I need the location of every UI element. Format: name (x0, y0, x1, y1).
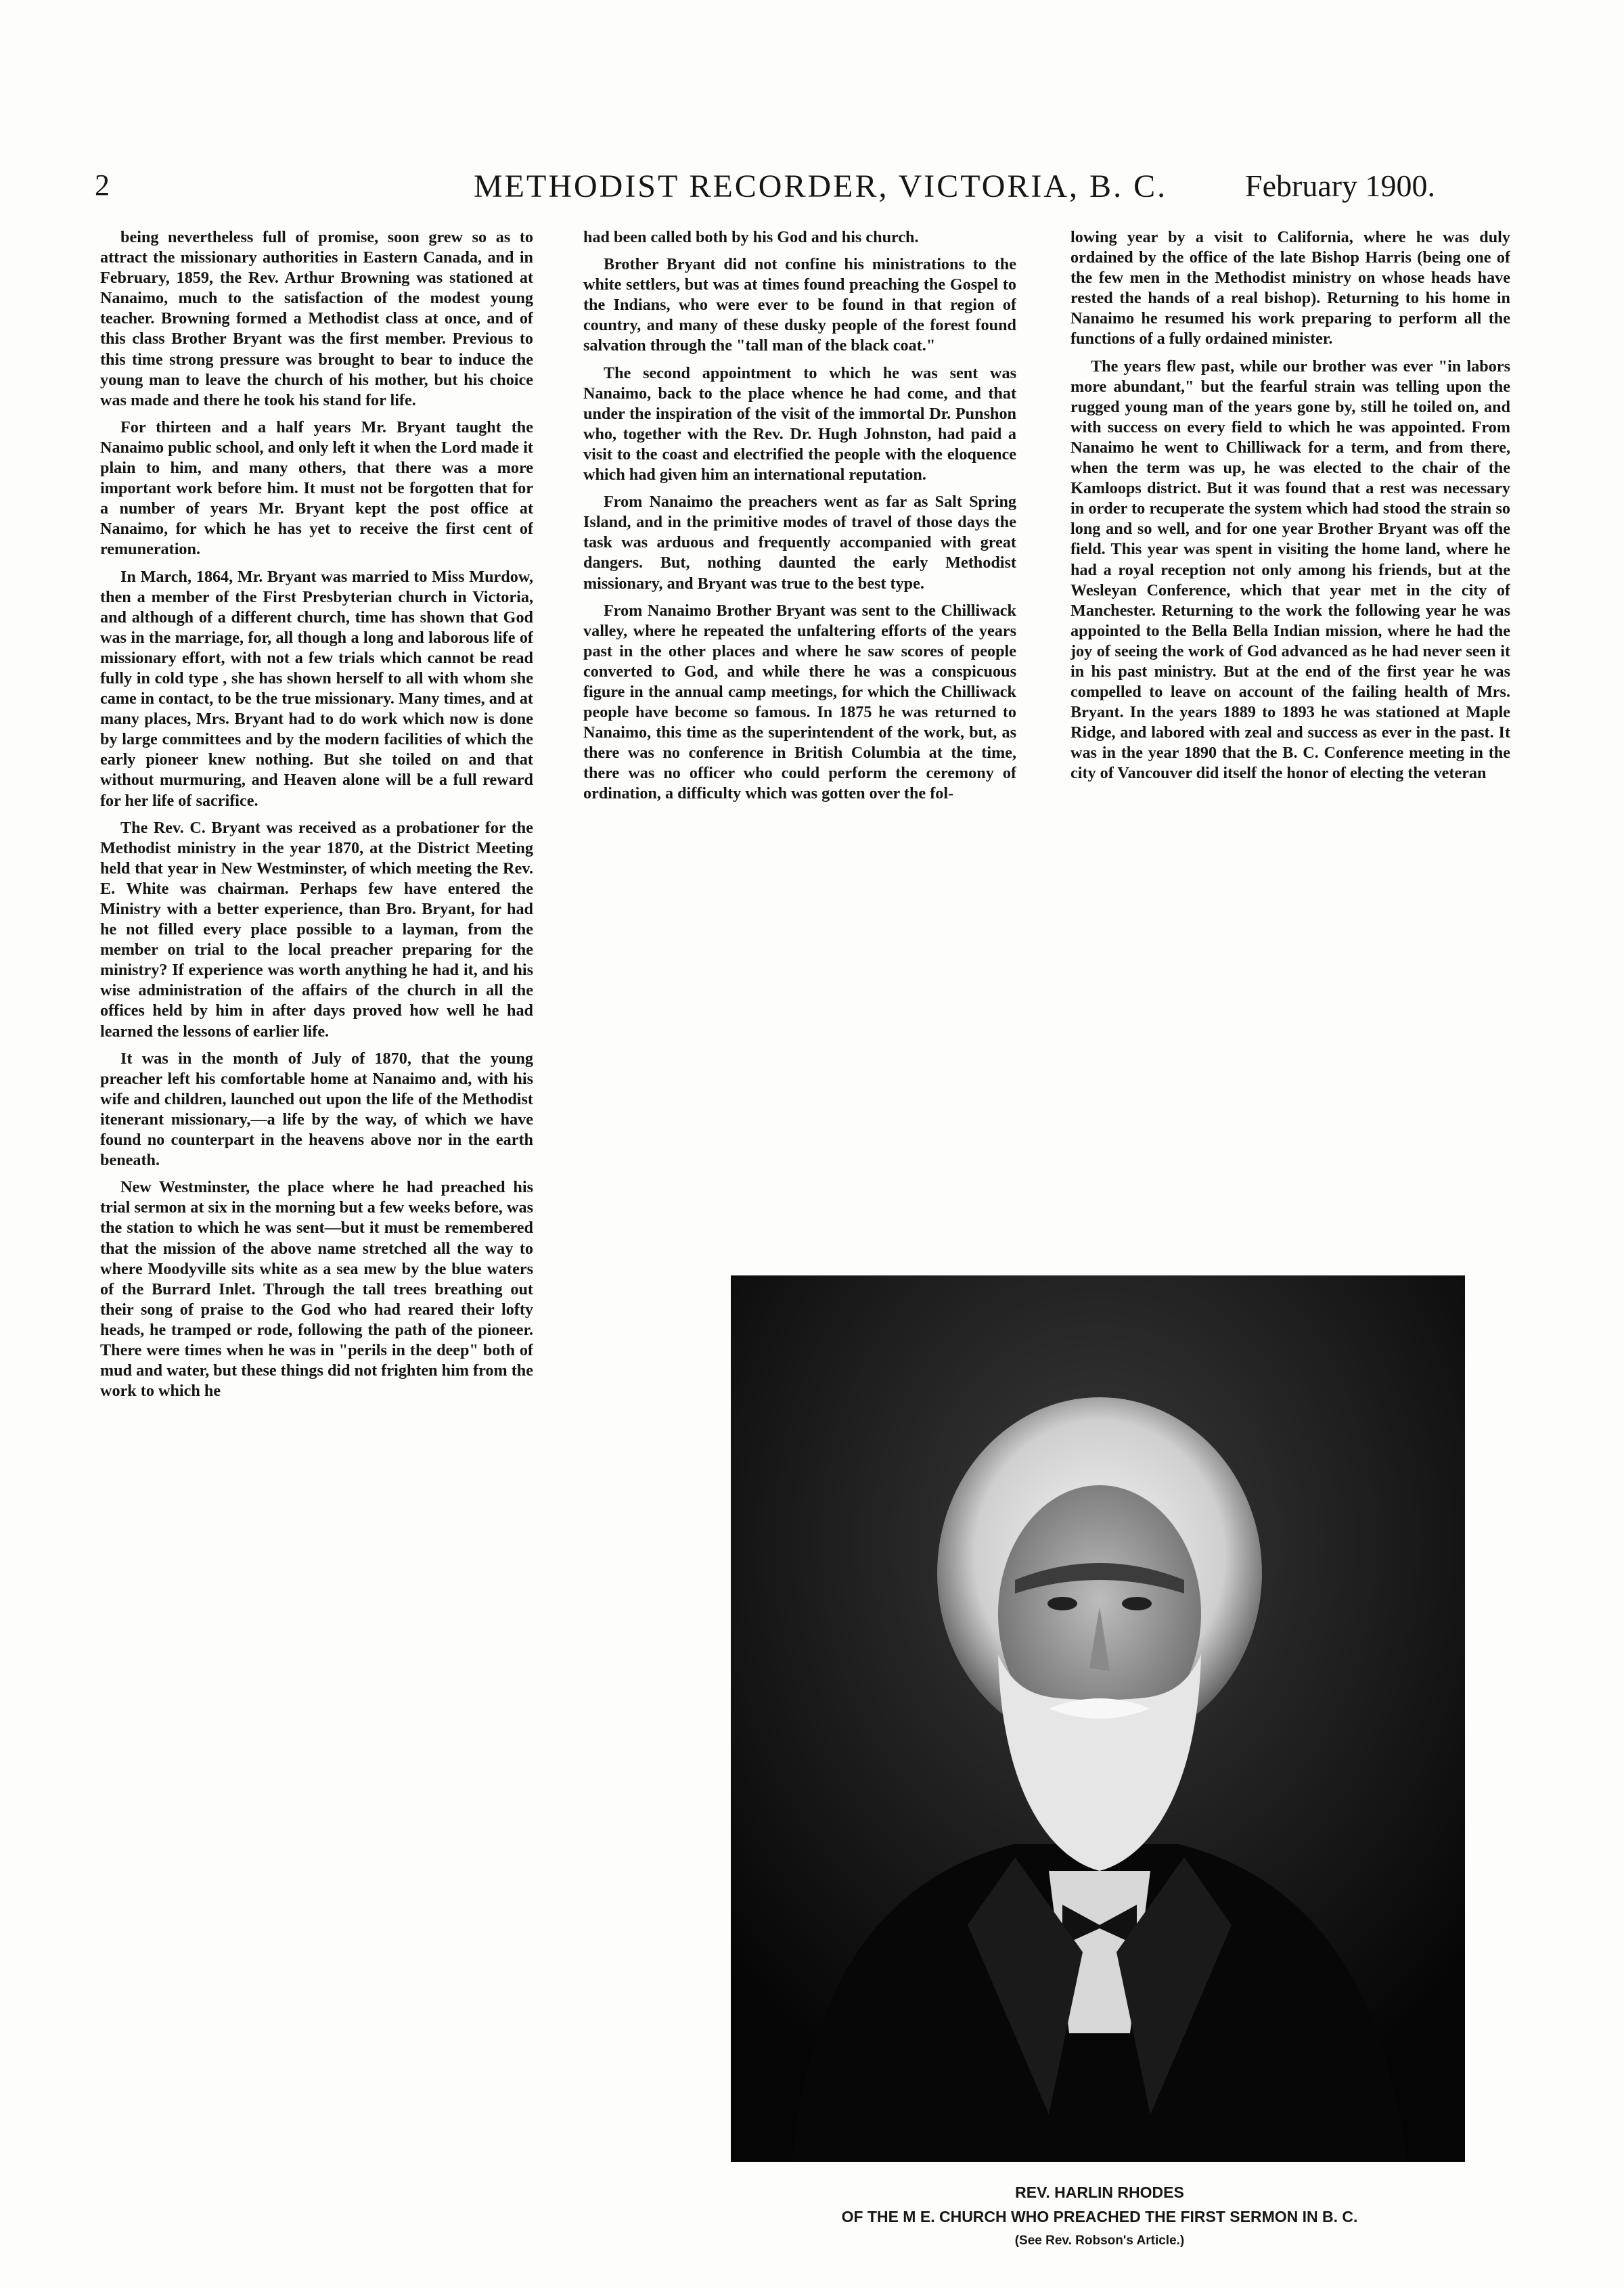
caption-name: REV. HARLIN RHODES (1015, 2183, 1184, 2201)
newspaper-title: METHODIST RECORDER, VICTORIA, B. C. (474, 168, 1168, 204)
paragraph: The years flew past, while our brother was ever "in labors more abundant," but the fearful strain was telling upon the rugged young man of the years gone by, still he toiled on, and with success on every field to which he was appointed. From Nanaimo he went to Chilliwack for a term, and from there, when the term was up, he was elected to the chair of the Kamloops district. But it was found that a rest was necessary in order to recuperate the system which had stood the strain so long and so well, and for one year Brother Bryant was off the field. This year was spent in visiting the home land, where he had a royal reception not only among his friends, but at the Wesleyan Conference, which that year met in the city of Manchester. Returning to the work the following year he was appointed to the Bella Bella Indian mission, where he had the joy of seeing the work of God advanced as he had never seen it in his past ministry. But at the end of the first year he was compelled to leave on account of the failing health of Mrs. Bryant. In the years 1889 to 1893 he was stationed at Maple Ridge, and labored with zeal and success as ever in the past. It was in the year 1890 that the B. C. Conference meeting in the city of Vancouver did itself the honor of electing the veteran (1070, 357, 1510, 783)
article-column-3 (1070, 227, 1510, 1256)
masthead (0, 168, 1624, 215)
caption-description: OF THE M E. CHURCH WHO PREACHED THE FIRST SERMON IN B. C. (841, 2208, 1358, 2225)
paragraph: had been called both by his God and his church. (583, 228, 919, 246)
caption-reference: (See Rev. Robson's Article.) (1014, 2234, 1185, 2248)
paragraph: lowing year by a visit to California, where he was duly ordained by the office of the late Bishop Harris (being one of the few men in the Methodist ministry on whose heads have rested the hands of a real bishop). Returning to his home in Nanaimo he resumed his work preparing to perform all the functions of a fully ordained minister. (1070, 228, 1510, 348)
paragraph: It was in the month of July of 1870, that the young preacher left his comfortable home at Nanaimo and, with his wife and children, launched out upon the life of the Methodist itenerant missionary,—a life by the way, of which we have found no counterpart in the heavens above nor in the earth beneath. (100, 1049, 533, 1170)
paragraph: In March, 1864, Mr. Bryant was married to Miss Murdow, then a member of the First Presbyterian church in Victoria, and although of a different church, time has shown that God was in the marriage, for, all though a long and laborous life of missionary effort, with not a few trials which cannot be read fully in cold type , she has shown herself to all with whom she came in contact, to be the true missionary. Many times, and at many places, Mrs. Bryant had to do work which now is done by large committees and by the modern facilities of which the early pioneer knew nothing. But she toiled on and that without murmuring, and Heaven alone will be a full reward for her life of sacrifice. (100, 567, 533, 810)
page-number: 2 (95, 168, 110, 202)
portrait-illustration (731, 1275, 1465, 2162)
article-column-2 (583, 227, 1016, 985)
paragraph: Brother Bryant did not confine his ministrations to the white settlers, but was at times found preaching the Gospel to the Indians, who were ever to be found in that region of country, and many of these dusky people of the forest found salvation through the "tall man of the black coat." (583, 255, 1016, 355)
paragraph: New Westminster, the place where he had preached his trial sermon at six in the morning but a few weeks before, was the station to which he was sent—but it must be remembered that the mission of the above name stretched all the way to where Moodyville sits white as a sea mew by the blue waters of the Burrard Inlet. Through the tall trees breathing out their song of praise to the God who had reared their lofty heads, he tramped or rode, following the path of the pioneer. There were times when he was in "perils in the deep" both of mud and water, but these things did not frighten him from the work to which he (100, 1178, 533, 1401)
paragraph: The second appointment to which he was sent was Nanaimo, back to the place whence he had come, and that under the inspiration of the visit of the immortal Dr. Punshon who, together with the Rev. Dr. Hugh Johnston, had paid a visit to the coast and electrified the people with the eloquence which had given him an international reputation. (583, 363, 1016, 484)
photo-caption (704, 2180, 1495, 2253)
paragraph: For thirteen and a half years Mr. Bryant taught the Nanaimo public school, and only left it when the Lord made it plain to him, and many others, that there was a more important work before him. It must not be forgotten that for a number of years Mr. Bryant kept the post office at Nanaimo, for which he has yet to receive the first cent of remuneration. (100, 417, 533, 559)
paragraph: being nevertheless full of promise, soon grew so as to attract the missionary authorities in Eastern Canada, and in February, 1859, the Rev. Arthur Browning was stationed at Nanaimo, much to the satisfaction of the modest young teacher. Browning formed a Methodist class at once, and of this class Brother Bryant was the first member. Previous to this time strong pressure was brought to bear to induce the young man to leave the church of his mother, but his choice was made and there he took his stand for life. (100, 228, 533, 409)
paragraph: The Rev. C. Bryant was received as a probationer for the Methodist ministry in the year 1870, at the District Meeting held that year in New Westminster, of which meeting the Rev. E. White was chairman. Perhaps few have entered the Ministry with a better experience, than Bro. Bryant, for had he not filled every place possible to a layman, from the member on trial to the local preacher preparing for the ministry? If experience was worth anything he had it, and his wise administration of the affairs of the church in all the offices held by him in after days proved how well he had learned the lessons of earlier life. (100, 818, 533, 1041)
paragraph: From Nanaimo the preachers went as far as Salt Spring Island, and in the primitive modes of travel of those days the task was arduous and frequently accompanied with great dangers. But, nothing daunted the early Methodist missionary, and Bryant was true to the best type. (583, 493, 1016, 593)
article-column-1 (100, 227, 533, 2203)
portrait-photo (731, 1275, 1465, 2162)
paragraph: From Nanaimo Brother Bryant was sent to the Chilliwack valley, where he repeated the unfaltering efforts of the years past in the other places and where he saw scores of people converted to God, and while there he was a conspicuous figure in the annual camp meetings, for which the Chilliwack people have become so famous. In 1875 he was returned to Nanaimo, this time as the superintendent of the work, but, as there was no conference in British Columbia at the time, there was no officer who could perform the ceremony of ordination, a difficulty which was gotten over the fol- (583, 601, 1016, 803)
issue-date: February 1900. (1245, 168, 1436, 203)
